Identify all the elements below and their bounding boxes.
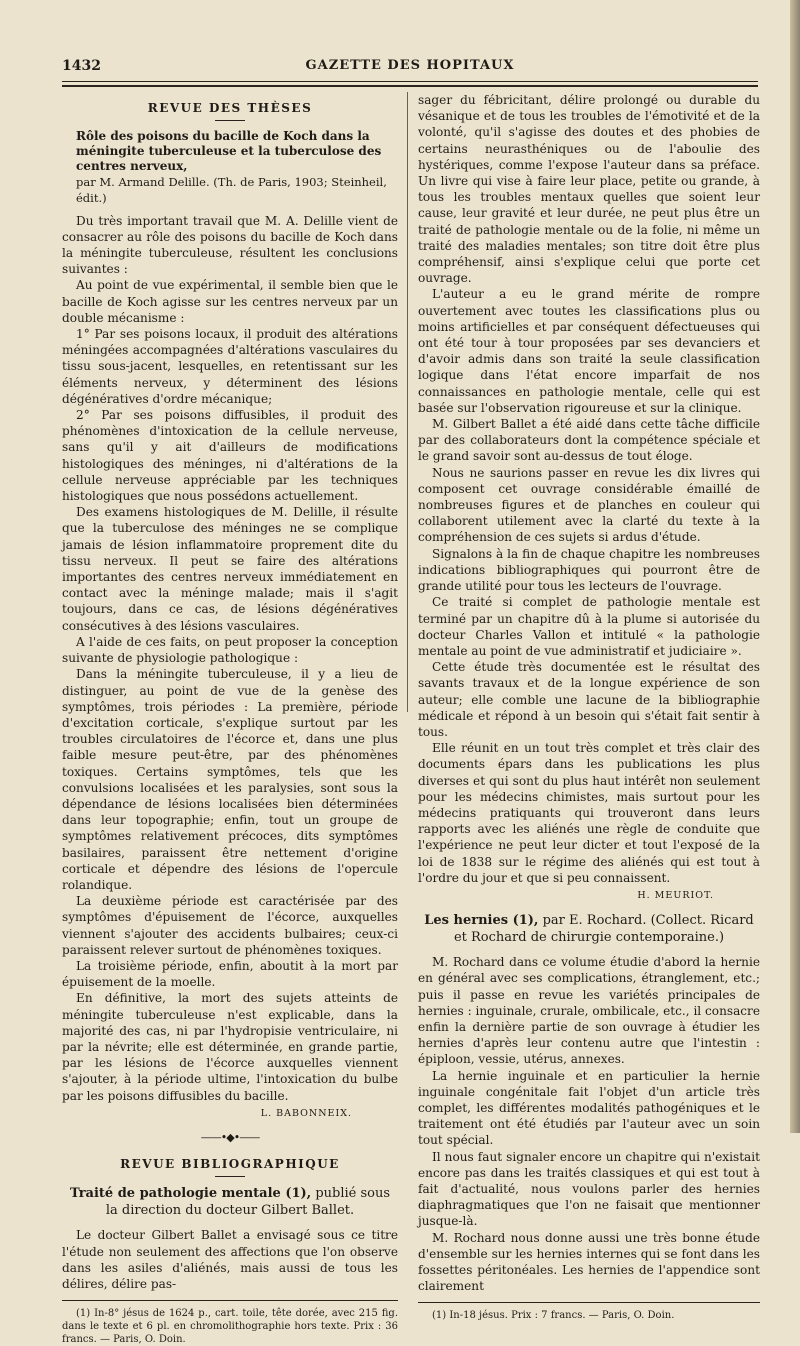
paragraph: Dans la méningite tuberculeuse, il y a lieu de distinguer, au point de vue de la genèse des symptômes, trois périodes : La première, période d'excitation corticale, s'explique surtout par les troubles circulatoires de l'écorce et, dans une plus faible mesure peut-être, par des phénomènes toxiques. Certains symptômes, tels que les convulsions localisées et les paralysies, sont sous la dépendance de lésions localisées bien déterminées dans leur topographie; enfin, tout un groupe de symptômes relativement précoces, dits symptômes basilaires, paraissent être nettement d'origine corticale et dépendre des lésions de l'opercule rolandique. (62, 667, 398, 892)
paragraph: sager du fébricitant, délire prolongé ou durable du vésanique et de tous les troubles de l'émotivité et de la volonté, qu'il s'agisse des doutes et des phobies de certains neurasthéniques ou de l'aboulie des hystériques, comme l'expose l'auteur dans sa préface. Un livre qui vise à faire leur place, petite ou grande, à tous les troubles mentaux quelles que soient leur cause, leur gravité et leur durée, ne peut plus être un traité de pathologie mentale ou de la folie, ni même un traité des maladies mentales; son titre doit être plus compréhensif, ainsi s'explique celui que porte cet ouvrage. (418, 93, 760, 286)
section-title-theses: REVUE DES THÈSES (147, 101, 313, 115)
paragraph: M. Gilbert Ballet a été aidé dans cette tâche difficile par des collaborateurs dont la compétence spéciale et le grand savoir sont au-dessus de tout éloge. (418, 417, 760, 464)
paragraph: Cette étude très documentée est le résultat des savants travaux et de la longue expérience de son auteur; elle comble une lacune de la bibliographie médicale et répond à un besoin qui s'était fait sentir à tous. (418, 660, 760, 739)
paragraph: 2° Par ses poisons diffusibles, il produit des phénomènes d'intoxication de la cellule nerveuse, sans qu'il y ait d'ailleurs de modifications histologiques des méninges, ni d'altérations de la cellule nerveuse appréciable par les techniques histologiques que nous possédons actuellement. (62, 408, 398, 504)
book-title-name: Traité de pathologie mentale (1), (69, 1186, 312, 1202)
paragraph: La deuxième période est caractérisée par des symptômes d'épuisement de l'écorce, auxquelles viennent s'ajouter des accidents bulbaires; ceux-ci paraissent relever surtout de phénomènes toxiques. (62, 894, 398, 957)
paragraph: Elle réunit en un tout très complet et très clair des documents épars dans les publications les plus diverses et qui sont du plus haut intérêt non seulement pour les médecins chimistes, mais surtout pour les médecins pratiquants qui trouveront dans leurs rapports avec les aliénés une règle de conduite que l'expérience ne peut leur dicter et tout l'exposé de la loi de 1838 sur le régime des aliénés qui est tout à l'ordre du jour et que si peu connaissent. (418, 741, 760, 885)
footnote-rule (62, 1300, 398, 1301)
paragraph: Nous ne saurions passer en revue les dix livres qui composent cet ouvrage considérable émaillé de nombreuses figures et de planches en couleur qui collaborent utilement avec la clarté du texte à la compréhension de ces sujets si ardus d'étude. (418, 465, 760, 545)
article-byline: par M. Armand Delille. (Th. de Paris, 1903; Steinheil, édit.) (76, 175, 387, 206)
header-rule-thin (62, 81, 758, 82)
book-byline: par E. Rochard. (Collect. Ricard et Rochard de chirurgie contemporaine.) (453, 913, 754, 946)
footnote-rule (418, 1302, 760, 1303)
signature: L. BABONNEIX. (260, 1107, 352, 1119)
header-rule-thick (62, 85, 758, 87)
paragraph: Le docteur Gilbert Ballet a envisagé sous ce titre l'étude non seulement des affections que l'on observe dans les asiles d'aliénés, mais aussi de tous les délires, délire pas- (62, 1228, 398, 1291)
paragraph: En définitive, la mort des sujets atteints de méningite tuberculeuse n'est explicable, dans la majorité des cas, ni par l'hydropisie ventriculaire, ni par la névrite; elle est déterminée, en grande partie, par les lésions de l'écorce auxquelles viennent s'ajouter, à la période ultime, l'intoxication du bulbe par les poisons diffusibles du bacille. (62, 991, 398, 1103)
paragraph: M. Rochard nous donne aussi une très bonne étude d'ensemble sur les hernies internes qui se font dans les fossettes péritonéales. Les hernies de l'appendice sont clairement (418, 1230, 760, 1294)
paragraph: La hernie inguinale et en particulier la hernie inguinale congénitale fait l'objet d'un article très complet, les différentes modalités pathogéniques et le traitement ont été étudiés par l'auteur avec un soin tout spécial. (418, 1068, 760, 1148)
paragraph: Il nous faut signaler encore un chapitre qui n'existait encore pas dans les traités classiques et qui est tout à fait d'actualité, nous voulons parler des hernies diaphragmatiques que l'on ne faisait que mentionner jusque-là. (418, 1149, 760, 1229)
paragraph: Du très important travail que M. A. Delille vient de consacrer au rôle des poisons du bacille de Koch dans la méningite tuberculeuse, résultent les conclusions suivantes : (62, 213, 398, 277)
book-byline: publié sous la direction du docteur Gilbert Ballet. (105, 1186, 391, 1219)
signature: H. MEURIOT. (637, 889, 714, 901)
book-title (62, 1185, 398, 1219)
page-edge-shadow (790, 0, 800, 1133)
right-column (418, 92, 760, 1322)
section-title-bibliographique: REVUE BIBLIOGRAPHIQUE (120, 1157, 340, 1172)
article-title: Rôle des poisons du bacille de Koch dans la méningite tuberculeuse et la tuberculose des centres nerveux, (76, 129, 382, 174)
section-rule (215, 120, 245, 121)
book-title (418, 912, 760, 946)
page-number: 1432 (62, 58, 101, 74)
ornament-divider: ——•◆•—— (200, 1130, 260, 1144)
paragraph: La troisième période, enfin, aboutit à la mort par épuisement de la moelle. (62, 958, 398, 990)
paragraph: 1° Par ses poisons locaux, il produit des altérations méningées accompagnées d'altérations vasculaires du tissu sous-jacent, lesquelles, en retentissant sur les éléments nerveux, y déterminent des lésions dégénératives d'ordre mécanique; (62, 327, 398, 406)
page-header (62, 58, 758, 78)
paragraph: Au point de vue expérimental, il semble bien que le bacille de Koch agisse sur les centres nerveux par un double mécanisme : (62, 278, 398, 325)
footnote: (1) In-18 jésus. Prix : 7 francs. — Paris, O. Doin. (432, 1310, 675, 1322)
footnote: (1) In-8° jésus de 1624 p., cart. toile, tête dorée, avec 215 fig. dans le texte et 6 pl. en chromolithographie hors texte. Prix : 36 francs. — Paris, O. Doin. (62, 1308, 398, 1346)
book-title-name: Les hernies (1), (424, 913, 539, 929)
paragraph: L'auteur a eu le grand mérite de rompre ouvertement avec toutes les classifications plus ou moins artificielles et par conséquent défectueuses qui ont été tour à tour proposées par ses devanciers et d'avoir admis dans son traité la seule classification logique dans l'état encore imparfait de nos connaissances en pathologie mentale, celle qui est basée sur l'observation rigoureuse et sur la clinique. (418, 287, 760, 415)
section-rule (215, 1176, 245, 1177)
journal-title: GAZETTE DES HOPITAUX (305, 58, 515, 73)
paragraph: M. Rochard dans ce volume étudie d'abord la hernie en général avec ses complications, étranglement, etc.; puis il passe en revue les variétés principales de hernies : inguinale, crurale, ombilicale, etc., il consacre enfin la dernière partie de son ouvrage à étudier les hernies d'après leur contenu autre que l'intestin : épiploon, vessie, utérus, annexes. (418, 955, 760, 1067)
paragraph: Signalons à la fin de chaque chapitre les nombreuses indications bibliographiques qui pourront être de grande utilité pour tous les lecteurs de l'ouvrage. (418, 546, 760, 594)
column-divider (407, 92, 408, 712)
paragraph: A l'aide de ces faits, on peut proposer la conception suivante de physiologie pathologique : (62, 634, 398, 666)
left-column (62, 92, 398, 1346)
paragraph: Ce traité si complet de pathologie mentale est terminé par un chapitre dû à la plume si autorisée du docteur Charles Vallon et intitulé « la pathologie mentale au point de vue administratif et judiciaire ». (418, 595, 760, 658)
paragraph: Des examens histologiques de M. Delille, il résulte que la tuberculose des méninges ne se complique jamais de lésion inflammatoire proprement dite du tissu nerveux. Il peut se faire des altérations importantes des centres nerveux immédiatement en contact avec la méninge malade; mais il s'agit toujours, dans ce cas, de lésions dégénératives consécutives à des lésions vasculaires. (62, 505, 398, 633)
